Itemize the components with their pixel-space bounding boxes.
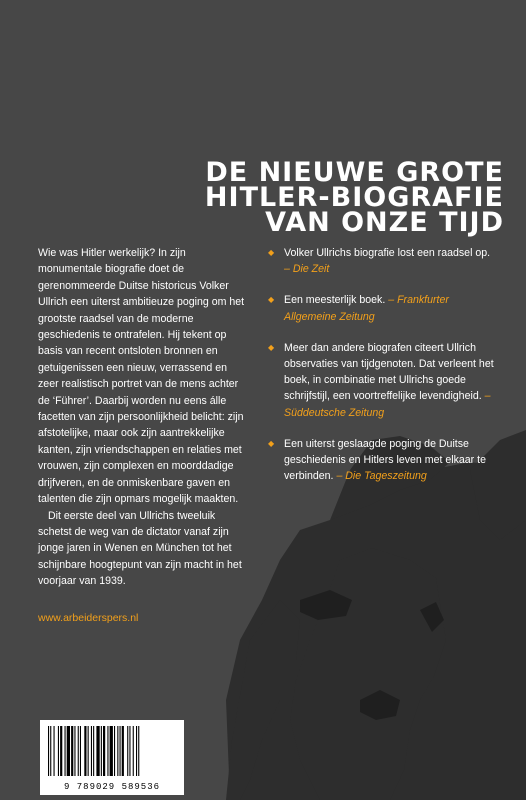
press-quote <box>264 340 496 421</box>
press-quote <box>264 245 496 277</box>
isbn-barcode <box>40 720 184 795</box>
diamond-bullet-icon: ◆ <box>268 295 275 305</box>
diamond-bullet-icon: ◆ <box>268 248 275 257</box>
quote-text: Volker Ullrichs biografie lost een raadsel op. <box>284 247 491 259</box>
description-paragraph: Wie was Hitler werkelijk? In zijn monumentale biografie doet de gerenommeerde Duitse historicus Volker Ullrich een uiterst ambitieuze poging om het grootste raadsel van de moderne geschiedenis te ontrafelen. Hij tekent op basis van recent ontsloten bronnen en getuigenissen een nieuw, verrassend en zeer realistisch portret van de mens achter de ‘Führer’. Daarbij worden nu eens álle facetten van zijn persoonlijkheid belicht: zijn afstotelijke, maar ook zijn aantrekkelijke kanten, zijn vriendschappen en relaties met vrouwen, zijn complexen en moorddadige drijfveren, en de onmiskenbare gaven en talenten die zijn opmars mogelijk maakten. <box>38 247 245 506</box>
description-paragraph: Dit eerste deel van Ullrichs tweeluik schetst de weg van de dictator vanaf zijn jonge jaren in Wenen en München tot het schijnbare hoogtepunt van zijn macht in het voorjaar van 1939. <box>38 509 242 588</box>
headline-line: DE NIEUWE GROTE <box>205 157 504 188</box>
publisher-website-link[interactable]: www.arbeiderspers.nl <box>38 612 139 624</box>
headline <box>0 157 504 238</box>
quote-source: – Frankfurter Allgemeine Zeitung <box>284 294 449 323</box>
headline-line: HITLER-BIOGRAFIE <box>204 182 504 213</box>
quote-text: Meer dan andere biografen citeert Ullrich observaties van tijdgenoten. Dat verleent het boek, in combinatie met Ullrichs goede schrijfstijl, een voortreffelijke levendigheid. <box>284 341 494 403</box>
diamond-bullet-icon: ◆ <box>268 342 275 352</box>
barcode-bars-icon <box>46 726 178 776</box>
press-quote <box>264 292 496 324</box>
diamond-bullet-icon: ◆ <box>268 438 275 448</box>
quote-source: – Süddeutsche Zeitung <box>284 390 491 419</box>
press-quotes <box>264 245 496 499</box>
quote-source: – Die Zeit <box>284 263 330 276</box>
isbn-number: 9 789029 589536 <box>63 782 160 792</box>
quote-text: Een uiterst geslaagde poging de Duitse geschiedenis en Hitlers leven met elkaar te verbinden. <box>284 437 486 483</box>
press-quote <box>264 436 496 485</box>
book-description <box>38 245 250 590</box>
quote-text: Een meesterlijk boek. <box>284 294 386 307</box>
headline-line: VAN ONZE TIJD <box>265 207 504 238</box>
quote-source: – Die Tageszeitung <box>336 470 427 483</box>
